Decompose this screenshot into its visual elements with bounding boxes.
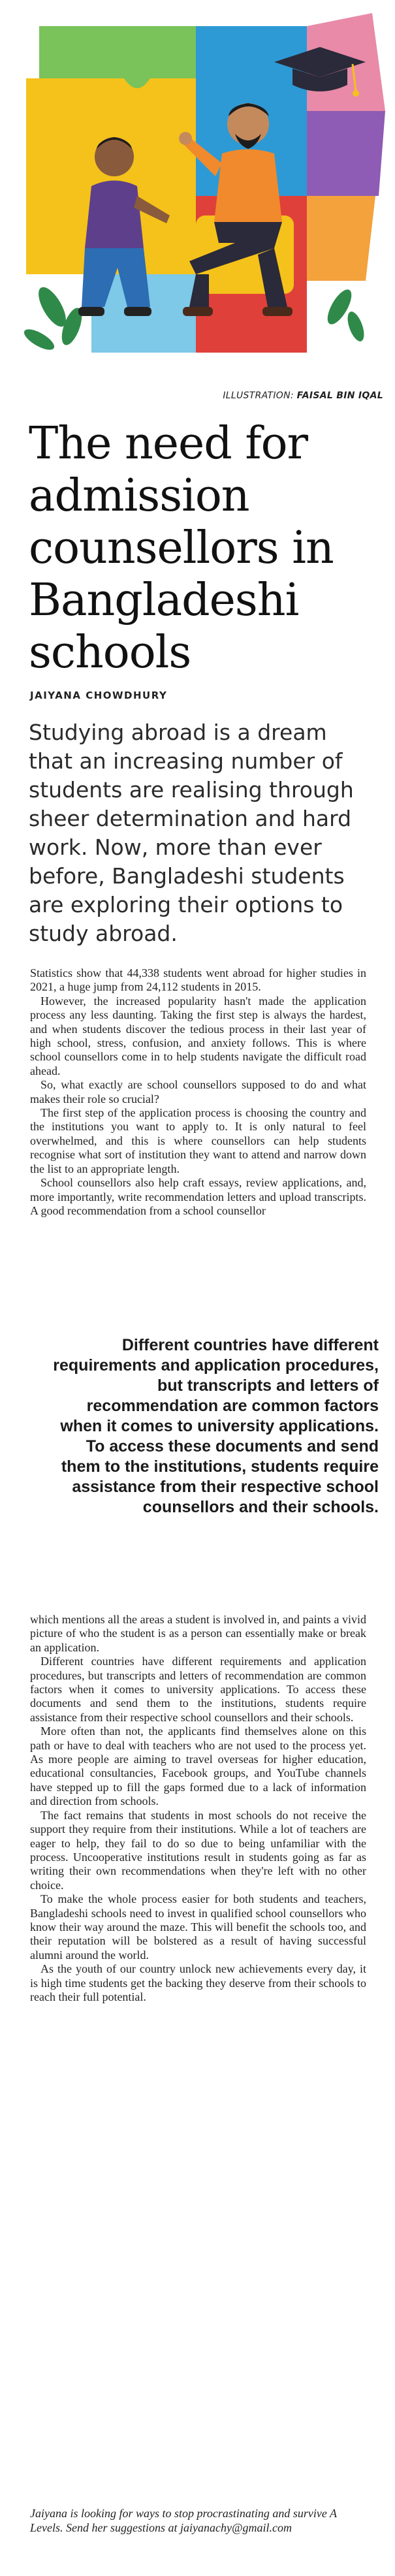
body-paragraph: As the youth of our country unlock new achievements every day, it is high time students get the backing they deserve from their schools to reach their full potential.: [30, 1962, 366, 2003]
body-paragraph: School counsellors also help craft essays, review applications, and, more importantly, write recommendation letters and upload transcripts. A good recommendation from a school counsellor: [30, 1176, 366, 1217]
body-paragraph: However, the increased popularity hasn't made the application process any less daunting. Taking the first step is always the hardest, and when students discover the tedious process in their last year of high school, stress, confusion, and anxiety follows. This is where school counsellors come in to help students navigate the difficult road ahead.: [30, 994, 366, 1077]
pull-quote: Different countries have different requirements and application procedures, but transcripts and letters of recommendation are common factors when it comes to university applications. To access these documents and send them to the institutions, students require assistance from their respective school counsellors and their schools.: [53, 1336, 379, 1516]
body-paragraph: So, what exactly are school counsellors supposed to do and what makes their role so crucial?: [30, 1078, 366, 1105]
article-headline: The need for admission counsellors in Bangladeshi schools: [29, 418, 334, 678]
puzzle-piece-orange: [307, 196, 375, 281]
article-deck: Studying abroad is a dream that an increasing number of students are realising through sheer determination and hard work. Now, more than ever before, Bangladeshi students are exploring their options to study abroad.: [29, 720, 354, 946]
credit-label: ILLUSTRATION:: [223, 390, 294, 401]
article-illustration: [0, 0, 395, 385]
puzzle-piece-purple: [307, 111, 385, 196]
body-paragraph: Different countries have different requirements and application procedures, but transcripts and letters of recommendation are common factors when it comes to university applications. To access these documents and send them to the institutions, students require assistance from their respective school counsellors and their schools.: [30, 1655, 366, 1724]
body-paragraph: More often than not, the applicants find themselves alone on this path or have to deal with teachers who are not used to the process yet. As more people are aiming to travel overseas for higher education, educational consultancies, Facebook groups, and YouTube channels have stepped up to fill the gaps formed due to a lack of information and direction from schools.: [30, 1725, 366, 1808]
puzzle-illustration: [0, 0, 395, 385]
article-byline: JAIYANA CHOWDHURY: [30, 690, 168, 701]
body-paragraph: To make the whole process easier for both students and teachers, Bangladeshi schools need to invest in qualified school counsellors who know their way around the maze. This will benefit the schools too, and their reputation will be bolstered as a result of having successful alumni around the world.: [30, 1892, 366, 1962]
body-paragraph: which mentions all the areas a student is involved in, and paints a vivid picture of who the student is as a person can essentially make or break an application.: [30, 1613, 366, 1654]
body-paragraph: The fact remains that students in most schools do not receive the support they require from their institutions. While a lot of teachers are eager to help, they fail to do so due to being unfamiliar with the process. Uncooperative institutions result in students going as far as writing their own recommendations when they're left with no other choice.: [30, 1808, 366, 1892]
credit-name: FAISAL BIN IQAL: [296, 390, 383, 401]
illustration-credit: [223, 390, 383, 401]
body-paragraph: Statistics show that 44,338 students went abroad for higher studies in 2021, a huge jump from 24,112 students in 2015.: [30, 966, 366, 994]
body-paragraph: The first step of the application process is choosing the country and the institutions you want to apply to. It is only natural to feel overwhelmed, and this is where counsellors can help students recognise what sort of institution they want to attend and narrow down the list to an appropriate length.: [30, 1106, 366, 1175]
author-signoff: Jaiyana is looking for ways to stop procrastinating and survive A Levels. Send her suggestions at jaiyanachy@gmail.com: [30, 2507, 337, 2534]
article-body-part-two: [30, 1613, 366, 2004]
article-body-part-one: [30, 966, 366, 1218]
